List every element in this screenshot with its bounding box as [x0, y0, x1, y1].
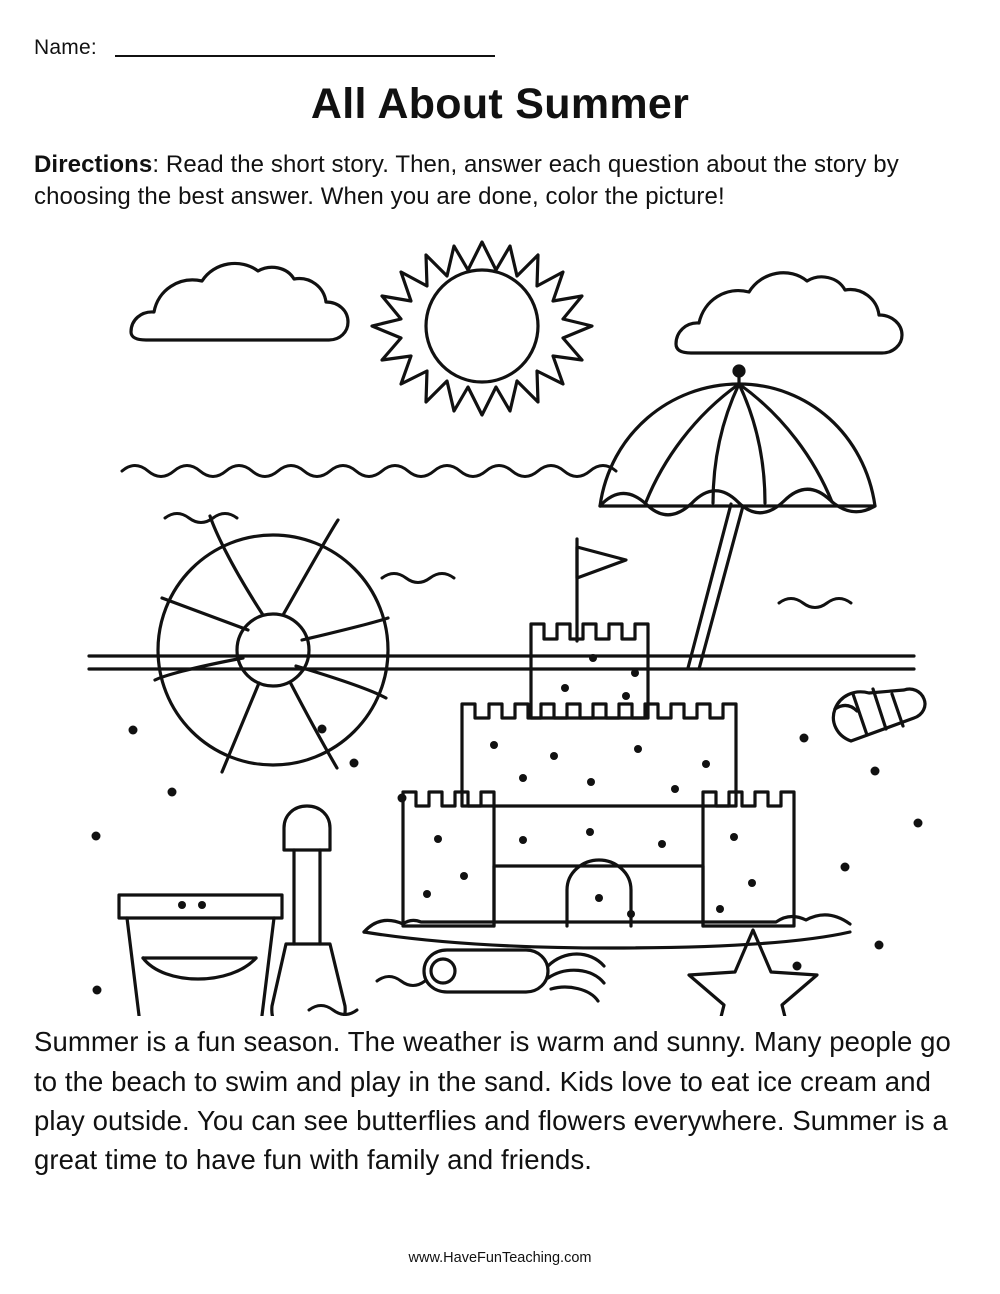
cloud-left-icon [131, 264, 348, 341]
story-paragraph: Summer is a fun season. The weather is warm and sunny. Many people go to the beach to swim and play in the sand. Kids love to eat ice cream and play outside. You can see butterflies and flowers everywhere. Summer is a great time to have fun with family and friends. [34, 1026, 951, 1175]
sand-bucket-icon [119, 895, 282, 1016]
sand-squiggles-icon [309, 977, 425, 1015]
page-title: All About Summer [310, 80, 690, 128]
beach-ball-icon [155, 516, 388, 772]
name-input-line[interactable] [115, 54, 495, 57]
sandcastle-icon [364, 539, 850, 948]
cloud-right-icon [676, 273, 902, 353]
ocean-waves-icon [122, 466, 851, 608]
beach-illustration [34, 226, 966, 1016]
name-row [34, 0, 966, 60]
directions-paragraph [34, 149, 966, 212]
seashell-icon [424, 950, 604, 1001]
footer-url[interactable]: www.HaveFunTeaching.com [408, 1250, 592, 1266]
directions-label: Directions [34, 151, 153, 179]
name-label: Name: [34, 36, 97, 59]
ice-cream-cone-icon [833, 689, 925, 741]
sun-icon [372, 242, 592, 415]
directions-text: : Read the short story. Then, answer each question about the story by choosing the best answer. When you are done, color the picture! [34, 151, 899, 210]
